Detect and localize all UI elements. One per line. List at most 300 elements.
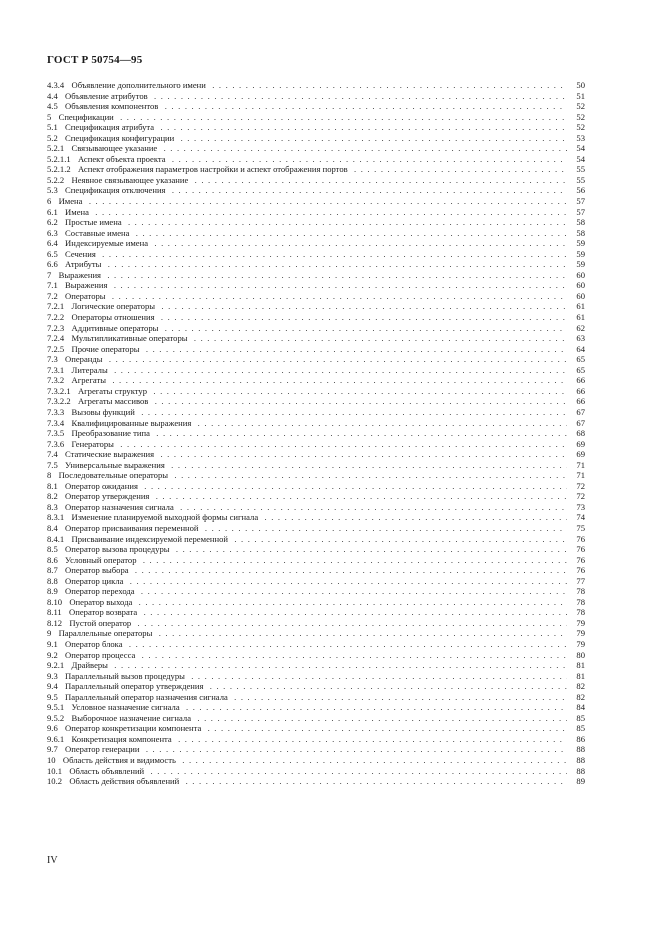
toc-entry-title: Универсальные выражения xyxy=(65,460,168,470)
toc-entry-page: 72 xyxy=(569,481,585,492)
toc-entry-label xyxy=(47,270,567,281)
toc-entry-label xyxy=(47,396,567,407)
toc-entry xyxy=(47,449,585,460)
toc-entry-label xyxy=(47,386,567,397)
toc-entry xyxy=(47,776,585,787)
toc-entry-page: 78 xyxy=(569,597,585,608)
toc-entry-label xyxy=(47,354,567,365)
toc-entry xyxy=(47,597,585,608)
toc-entry-number: 7.1 xyxy=(47,280,65,290)
toc-entry-page: 76 xyxy=(569,555,585,566)
toc-entry-page: 57 xyxy=(569,196,585,207)
toc-entry-title: Оператор возврата xyxy=(69,607,140,617)
toc-entry-number: 9.3 xyxy=(47,671,65,681)
toc-entry-title: Вызовы функций xyxy=(71,407,137,417)
toc-entry-number: 9.5.1 xyxy=(47,702,71,712)
toc-entry-label xyxy=(47,650,567,661)
toc-entry xyxy=(47,460,585,471)
toc-entry-title: Условное назначение сигнала xyxy=(71,702,182,712)
toc-entry-label xyxy=(47,449,567,460)
toc-entry-title: Объявление дополнительного имени xyxy=(71,80,208,90)
toc-entry-title: Операторы xyxy=(65,291,109,301)
toc-entry-label xyxy=(47,122,567,133)
toc-entry-title: Квалифицированные выражения xyxy=(71,418,194,428)
toc-entry-title: Параллельный оператор назначения сигнала xyxy=(65,692,231,702)
toc-entry-page: 66 xyxy=(569,375,585,386)
toc-entry-number: 7.3.3 xyxy=(47,407,71,417)
toc-entry-label xyxy=(47,491,567,502)
toc-entry xyxy=(47,101,585,112)
toc-entry xyxy=(47,375,585,386)
toc-entry-number: 9.6 xyxy=(47,723,65,733)
toc-entry-label xyxy=(47,523,567,534)
toc-entry-number: 5.3 xyxy=(47,185,65,195)
toc-entry-title: Параллельный оператор утверждения xyxy=(65,681,206,691)
toc-entry-page: 67 xyxy=(569,418,585,429)
toc-entry-page: 61 xyxy=(569,312,585,323)
toc-entry-page: 82 xyxy=(569,681,585,692)
toc-entry-number: 5.2.1 xyxy=(47,143,71,153)
toc-entry xyxy=(47,354,585,365)
toc-entry-number: 7.3.1 xyxy=(47,365,71,375)
toc-entry-number: 7.3.4 xyxy=(47,418,71,428)
toc-entry-title: Спецификации xyxy=(59,112,117,122)
toc-entry xyxy=(47,544,585,555)
toc-entry-title: Последовательные операторы xyxy=(59,470,171,480)
toc-entry-title: Оператор присваивания переменной xyxy=(65,523,202,533)
toc-entry-number: 7.2.3 xyxy=(47,323,71,333)
toc-entry xyxy=(47,671,585,682)
toc-entry-label xyxy=(47,639,567,650)
toc-entry-label xyxy=(47,312,567,323)
toc-entry-label xyxy=(47,576,567,587)
toc-entry-number: 10.1 xyxy=(47,766,69,776)
toc-entry-number: 6.4 xyxy=(47,238,65,248)
toc-entry-label xyxy=(47,470,567,481)
toc-entry xyxy=(47,650,585,661)
toc-entry-page: 71 xyxy=(569,470,585,481)
toc-entry xyxy=(47,470,585,481)
toc-entry xyxy=(47,512,585,523)
toc-entry-number: 6 xyxy=(47,196,59,206)
toc-entry-page: 76 xyxy=(569,534,585,545)
toc-entry-number: 7 xyxy=(47,270,59,280)
toc-entry-label xyxy=(47,143,567,154)
toc-entry-number: 7.4 xyxy=(47,449,65,459)
toc-entry-title: Оператор выбора xyxy=(65,565,132,575)
toc-entry-number: 7.3 xyxy=(47,354,65,364)
toc-entry-number: 7.5 xyxy=(47,460,65,470)
toc-entry xyxy=(47,523,585,534)
toc-entry-number: 7.3.2.2 xyxy=(47,396,78,406)
toc-entry-number: 9.2 xyxy=(47,650,65,660)
toc-entry-title: Область действия объявлений xyxy=(69,776,182,786)
toc-entry xyxy=(47,428,585,439)
toc-entry-page: 62 xyxy=(569,323,585,334)
toc-entry xyxy=(47,692,585,703)
toc-entry-page: 60 xyxy=(569,291,585,302)
toc-entry-number: 5.2 xyxy=(47,133,65,143)
toc-entry-number: 8.3 xyxy=(47,502,65,512)
toc-entry-label xyxy=(47,228,567,239)
toc-entry xyxy=(47,660,585,671)
toc-entry-number: 8 xyxy=(47,470,59,480)
toc-entry-page: 66 xyxy=(569,386,585,397)
toc-entry-title: Оператор вызова процедуры xyxy=(65,544,173,554)
toc-entry-number: 8.3.1 xyxy=(47,512,71,522)
toc-entry-label xyxy=(47,534,567,545)
toc-entry-number: 8.4 xyxy=(47,523,65,533)
toc-entry-title: Выражения xyxy=(65,280,110,290)
toc-entry-page: 84 xyxy=(569,702,585,713)
toc-entry-label xyxy=(47,607,567,618)
toc-entry-title: Логические операторы xyxy=(71,301,158,311)
toc-entry-number: 8.6 xyxy=(47,555,65,565)
toc-entry-page: 65 xyxy=(569,365,585,376)
toc-entry-number: 6.2 xyxy=(47,217,65,227)
toc-entry-label xyxy=(47,323,567,334)
toc-entry xyxy=(47,639,585,650)
toc-entry-title: Литералы xyxy=(71,365,110,375)
toc-entry-page: 88 xyxy=(569,755,585,766)
toc-entry-page: 75 xyxy=(569,523,585,534)
toc-entry-label xyxy=(47,586,567,597)
toc-entry-number: 9.1 xyxy=(47,639,65,649)
toc-entry xyxy=(47,312,585,323)
toc-entry-number: 8.7 xyxy=(47,565,65,575)
toc-entry xyxy=(47,618,585,629)
toc-entry-number: 8.8 xyxy=(47,576,65,586)
toc-entry-label xyxy=(47,80,567,91)
toc-entry-label xyxy=(47,597,567,608)
toc-entry-label xyxy=(47,428,567,439)
toc-entry-title: Область объявлений xyxy=(69,766,147,776)
toc-entry-title: Спецификация конфигурации xyxy=(65,133,177,143)
toc-entry-page: 79 xyxy=(569,618,585,629)
toc-entry-title: Объявления компонентов xyxy=(65,101,161,111)
toc-entry-label xyxy=(47,365,567,376)
page-number-roman: IV xyxy=(47,855,58,866)
toc-entry xyxy=(47,259,585,270)
toc-entry xyxy=(47,481,585,492)
toc-entry-number: 7.2.2 xyxy=(47,312,71,322)
toc-entry-number: 9.6.1 xyxy=(47,734,71,744)
toc-entry xyxy=(47,576,585,587)
toc-entry-number: 4.3.4 xyxy=(47,80,71,90)
toc-entry-number: 9.5.2 xyxy=(47,713,71,723)
toc-entry-label xyxy=(47,375,567,386)
toc-entry-label xyxy=(47,502,567,513)
toc-entry-page: 58 xyxy=(569,228,585,239)
toc-entry-title: Оператор генерации xyxy=(65,744,142,754)
toc-entry-label xyxy=(47,217,567,228)
toc-entry-title: Агрегаты массивов xyxy=(78,396,151,406)
toc-entry xyxy=(47,112,585,123)
toc-entry xyxy=(47,502,585,513)
toc-entry-number: 8.4.1 xyxy=(47,534,71,544)
toc-entry-number: 9.7 xyxy=(47,744,65,754)
toc-entry-title: Оператор утверждения xyxy=(65,491,152,501)
toc-entry xyxy=(47,270,585,281)
toc-entry-number: 5 xyxy=(47,112,59,122)
toc-entry-label xyxy=(47,660,567,671)
toc-entry-number: 6.6 xyxy=(47,259,65,269)
toc-entry-page: 71 xyxy=(569,460,585,471)
toc-entry-title: Прочие операторы xyxy=(71,344,142,354)
toc-entry xyxy=(47,407,585,418)
toc-entry-label xyxy=(47,133,567,144)
toc-entry-title: Конкретизация компонента xyxy=(71,734,174,744)
toc-entry-label xyxy=(47,207,567,218)
toc-entry-label xyxy=(47,555,567,566)
toc-entry xyxy=(47,744,585,755)
toc-entry-label xyxy=(47,681,567,692)
toc-entry-page: 56 xyxy=(569,185,585,196)
toc-entry-title: Выражения xyxy=(59,270,104,280)
toc-entry xyxy=(47,91,585,102)
toc-entry-title: Присваивание индексируемой переменной xyxy=(71,534,231,544)
toc-entry-label xyxy=(47,301,567,312)
toc-entry-page: 69 xyxy=(569,439,585,450)
toc-entry xyxy=(47,207,585,218)
toc-entry-label xyxy=(47,418,567,429)
toc-entry-label xyxy=(47,618,567,629)
toc-entry-title: Сечения xyxy=(65,249,99,259)
toc-entry-number: 4.5 xyxy=(47,101,65,111)
toc-entry-page: 73 xyxy=(569,502,585,513)
toc-entry-label xyxy=(47,734,567,745)
toc-entry-number: 9 xyxy=(47,628,59,638)
toc-entry-title: Объявление атрибутов xyxy=(65,91,151,101)
toc-entry-title: Область действия и видимость xyxy=(63,755,179,765)
toc-entry-label xyxy=(47,755,567,766)
toc-entry-title: Имена xyxy=(65,207,92,217)
toc-entry xyxy=(47,280,585,291)
toc-entry-page: 72 xyxy=(569,491,585,502)
toc-entry-page: 59 xyxy=(569,249,585,260)
toc-entry-title: Оператор ожидания xyxy=(65,481,141,491)
toc-entry-title: Драйверы xyxy=(71,660,110,670)
toc-entry-number: 9.5 xyxy=(47,692,65,702)
toc-entry-number: 10.2 xyxy=(47,776,69,786)
toc-entry-page: 81 xyxy=(569,671,585,682)
toc-entry-title: Неявное связывающее указание xyxy=(71,175,191,185)
toc-entry xyxy=(47,80,585,91)
toc-entry-label xyxy=(47,723,567,734)
toc-entry-page: 55 xyxy=(569,175,585,186)
toc-entry xyxy=(47,143,585,154)
toc-entry-page: 51 xyxy=(569,91,585,102)
toc-entry xyxy=(47,555,585,566)
toc-entry-label xyxy=(47,175,567,186)
toc-entry-title: Оператор конкретизации компонента xyxy=(65,723,204,733)
toc-entry-number: 8.12 xyxy=(47,618,69,628)
toc-entry-page: 79 xyxy=(569,628,585,639)
toc-entry-page: 80 xyxy=(569,650,585,661)
toc-entry-number: 5.2.1.2 xyxy=(47,164,78,174)
toc-entry xyxy=(47,734,585,745)
toc-entry-title: Мультипликативные операторы xyxy=(71,333,190,343)
toc-entry-label xyxy=(47,185,567,196)
toc-entry-page: 53 xyxy=(569,133,585,144)
toc-entry-number: 7.2.5 xyxy=(47,344,71,354)
toc-entry-title: Составные имена xyxy=(65,228,132,238)
toc-entry-title: Спецификация атрибута xyxy=(65,122,157,132)
toc-entry xyxy=(47,439,585,450)
toc-entry xyxy=(47,291,585,302)
toc-entry xyxy=(47,175,585,186)
toc-entry xyxy=(47,133,585,144)
toc-entry-page: 78 xyxy=(569,586,585,597)
toc-entry-page: 64 xyxy=(569,344,585,355)
toc-entry-page: 74 xyxy=(569,512,585,523)
toc-entry xyxy=(47,185,585,196)
toc-entry-page: 59 xyxy=(569,238,585,249)
toc-entry-label xyxy=(47,481,567,492)
toc-entry-title: Генераторы xyxy=(71,439,116,449)
toc-entry-label xyxy=(47,460,567,471)
toc-entry-label xyxy=(47,565,567,576)
toc-entry-page: 76 xyxy=(569,565,585,576)
toc-entry xyxy=(47,365,585,376)
toc-entry xyxy=(47,217,585,228)
toc-entry-label xyxy=(47,112,567,123)
toc-entry-title: Оператор блока xyxy=(65,639,126,649)
toc-entry-title: Статические выражения xyxy=(65,449,157,459)
toc-entry-number: 7.3.5 xyxy=(47,428,71,438)
toc-entry xyxy=(47,418,585,429)
toc-entry-page: 55 xyxy=(569,164,585,175)
toc-entry-label xyxy=(47,744,567,755)
toc-entry xyxy=(47,713,585,724)
toc-entry-label xyxy=(47,164,567,175)
page-header: ГОСТ Р 50754—95 xyxy=(47,54,143,66)
toc-entry xyxy=(47,301,585,312)
toc-entry-number: 7.3.2.1 xyxy=(47,386,78,396)
toc-entry-page: 88 xyxy=(569,766,585,777)
toc-entry-title: Агрегаты xyxy=(71,375,109,385)
toc-entry xyxy=(47,755,585,766)
toc-entry-title: Атрибуты xyxy=(65,259,104,269)
toc-entry-number: 5.1 xyxy=(47,122,65,132)
toc-entry-page: 59 xyxy=(569,259,585,270)
toc-entry-page: 85 xyxy=(569,713,585,724)
toc-entry-label xyxy=(47,512,567,523)
toc-entry xyxy=(47,607,585,618)
toc-entry-label xyxy=(47,291,567,302)
toc-entry-page: 79 xyxy=(569,639,585,650)
toc-entry-label xyxy=(47,407,567,418)
toc-entry-page: 58 xyxy=(569,217,585,228)
toc-entry-title: Выборочное назначение сигнала xyxy=(71,713,194,723)
table-of-contents xyxy=(47,80,585,787)
toc-entry xyxy=(47,323,585,334)
toc-entry-page: 82 xyxy=(569,692,585,703)
toc-entry-title: Индексируемые имена xyxy=(65,238,151,248)
toc-entry-title: Изменение планируемой выходной формы сигнала xyxy=(71,512,261,522)
toc-entry-number: 7.2.1 xyxy=(47,301,71,311)
toc-entry-title: Имена xyxy=(59,196,86,206)
toc-entry xyxy=(47,534,585,545)
toc-entry xyxy=(47,228,585,239)
toc-entry xyxy=(47,702,585,713)
toc-entry xyxy=(47,122,585,133)
toc-entry-number: 9.4 xyxy=(47,681,65,691)
toc-entry-label xyxy=(47,713,567,724)
toc-entry xyxy=(47,164,585,175)
toc-entry-number: 7.3.6 xyxy=(47,439,71,449)
toc-entry-label xyxy=(47,249,567,260)
toc-entry-label xyxy=(47,344,567,355)
toc-entry-number: 8.1 xyxy=(47,481,65,491)
toc-entry-title: Аспект отображения параметров настройки и аспект отображения портов xyxy=(78,164,351,174)
toc-entry-title: Связывающее указание xyxy=(71,143,160,153)
toc-entry-page: 78 xyxy=(569,607,585,618)
toc-entry-number: 4.4 xyxy=(47,91,65,101)
toc-entry-title: Оператор выхода xyxy=(69,597,135,607)
toc-entry xyxy=(47,723,585,734)
toc-entry-title: Условный оператор xyxy=(65,555,139,565)
toc-entry-title: Оператор процесса xyxy=(65,650,138,660)
toc-entry xyxy=(47,628,585,639)
toc-entry-number: 9.2.1 xyxy=(47,660,71,670)
toc-entry-number: 5.2.1.1 xyxy=(47,154,78,164)
toc-entry-title: Преобразование типа xyxy=(71,428,152,438)
toc-entry-title: Агрегаты структур xyxy=(78,386,150,396)
toc-entry xyxy=(47,196,585,207)
toc-entry-page: 52 xyxy=(569,122,585,133)
toc-entry-number: 8.5 xyxy=(47,544,65,554)
toc-entry-title: Аддитивные операторы xyxy=(71,323,161,333)
toc-entry xyxy=(47,586,585,597)
toc-entry xyxy=(47,154,585,165)
toc-entry-number: 6.1 xyxy=(47,207,65,217)
toc-entry-page: 63 xyxy=(569,333,585,344)
toc-entry-number: 7.2.4 xyxy=(47,333,71,343)
toc-entry-label xyxy=(47,671,567,682)
toc-entry-label xyxy=(47,439,567,450)
toc-entry-title: Спецификация отключения xyxy=(65,185,168,195)
toc-entry-label xyxy=(47,776,567,787)
toc-entry-page: 54 xyxy=(569,154,585,165)
toc-entry-label xyxy=(47,91,567,102)
toc-entry-label xyxy=(47,702,567,713)
toc-entry-number: 8.11 xyxy=(47,607,69,617)
toc-entry xyxy=(47,396,585,407)
toc-entry-page: 66 xyxy=(569,396,585,407)
toc-entry-title: Операнды xyxy=(65,354,105,364)
toc-entry-title: Параллельный вызов процедуры xyxy=(65,671,188,681)
toc-entry-page: 77 xyxy=(569,576,585,587)
toc-entry-page: 60 xyxy=(569,270,585,281)
toc-entry-page: 69 xyxy=(569,449,585,460)
toc-entry-page: 76 xyxy=(569,544,585,555)
toc-entry-label xyxy=(47,544,567,555)
toc-entry-title: Оператор назначения сигнала xyxy=(65,502,177,512)
toc-entry xyxy=(47,491,585,502)
toc-entry-label xyxy=(47,101,567,112)
toc-entry-title: Оператор перехода xyxy=(65,586,138,596)
toc-entry-title: Аспект объекта проекта xyxy=(78,154,169,164)
toc-entry xyxy=(47,386,585,397)
toc-entry xyxy=(47,238,585,249)
toc-entry-label xyxy=(47,154,567,165)
toc-entry-page: 85 xyxy=(569,723,585,734)
toc-entry-page: 65 xyxy=(569,354,585,365)
toc-entry-page: 88 xyxy=(569,744,585,755)
toc-entry-label xyxy=(47,259,567,270)
toc-entry-page: 81 xyxy=(569,660,585,671)
